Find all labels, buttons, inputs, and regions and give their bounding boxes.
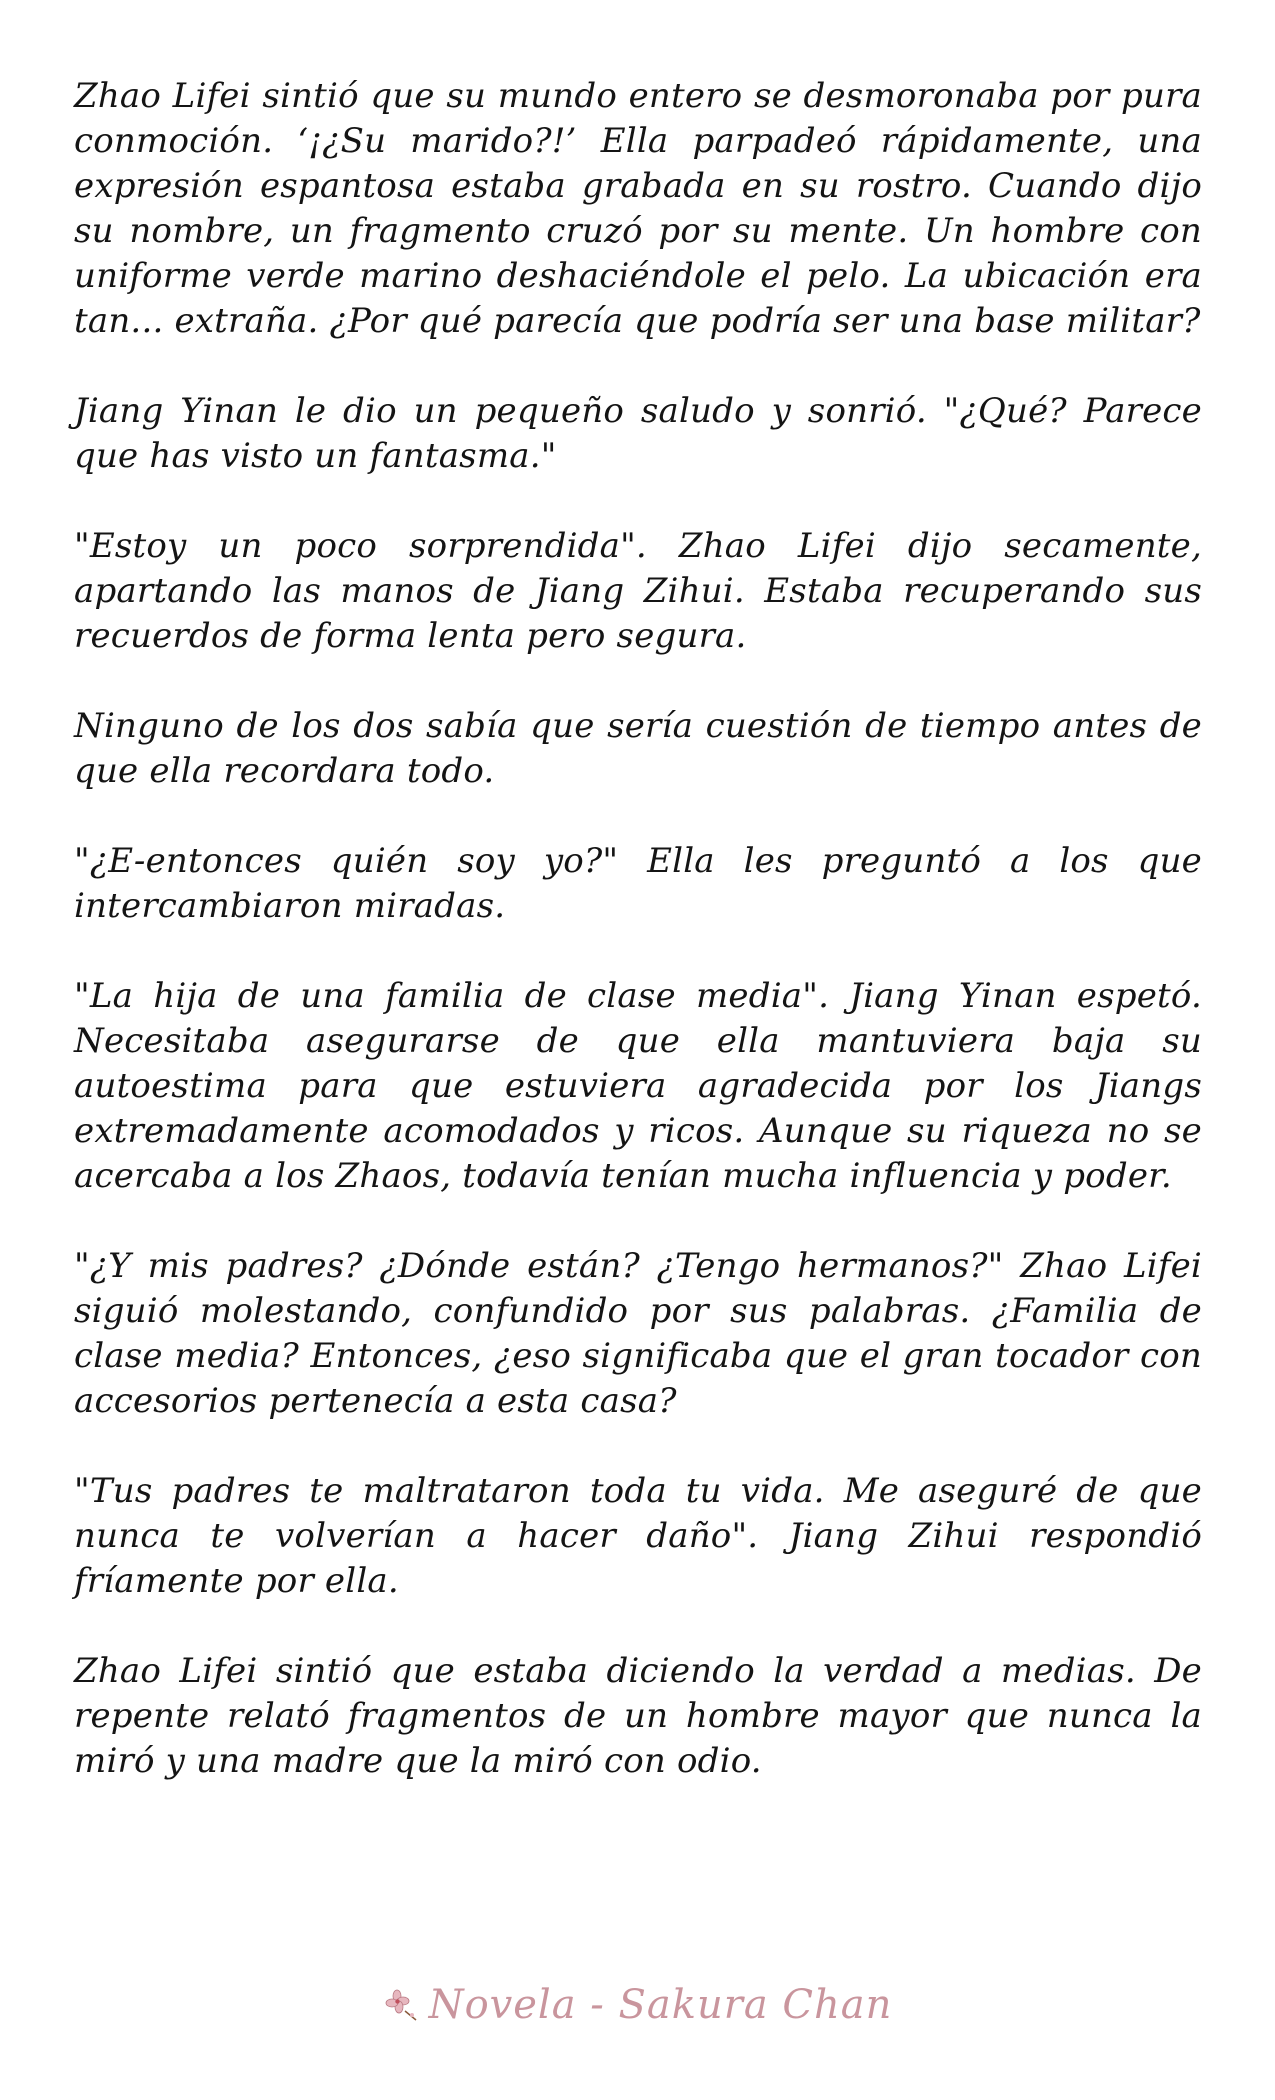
- document-body: [74, 74, 1202, 1829]
- paragraph: "Estoy un poco sorprendida". Zhao Lifei dijo secamente, apartando las manos de Jiang Zihui. Estaba recuperando sus recuerdos de forma lenta pero segura.: [74, 526, 1202, 656]
- sakura-flower-icon: [383, 1987, 419, 2023]
- paragraph: "¿E-entonces quién soy yo?" Ella les preguntó a los que intercambiaron miradas.: [74, 841, 1202, 926]
- paragraph: Zhao Lifei sintió que su mundo entero se desmoronaba por pura conmoción. ‘¡¿Su marido?!’ Ella parpadeó rápidamente, una expresión espantosa estaba grabada en su rostro. Cuando dijo su nombre, un fragmento cruzó por su mente. Un hombre con uniforme verde marino deshaciéndole el pelo. La ubicación era tan... extraña. ¿Por qué parecía que podría ser una base militar?: [74, 76, 1202, 341]
- paragraph: Zhao Lifei sintió que estaba diciendo la verdad a medias. De repente relató fragmentos de un hombre mayor que nunca la miró y una madre que la miró con odio.: [74, 1651, 1202, 1781]
- paragraph: "La hija de una familia de clase media". Jiang Yinan espetó. Necesitaba asegurarse de que ella mantuviera baja su autoestima para que estuviera agradecida por los Jiangs extremadamente acomodados y ricos. Aunque su riqueza no se acercaba a los Zhaos, todavía tenían mucha influencia y poder.: [74, 976, 1202, 1196]
- watermark-text: Novela - Sakura Chan: [428, 1982, 893, 2028]
- paragraph: "Tus padres te maltrataron toda tu vida. Me aseguré de que nunca te volverían a hacer daño". Jiang Zihui respondió fríamente por ella.: [74, 1471, 1202, 1601]
- paragraph: Ninguno de los dos sabía que sería cuestión de tiempo antes de que ella recordara todo.: [74, 706, 1202, 791]
- paragraph: "¿Y mis padres? ¿Dónde están? ¿Tengo hermanos?" Zhao Lifei siguió molestando, confundido por sus palabras. ¿Familia de clase media? Entonces, ¿eso significaba que el gran tocador con accesorios pertenecía a esta casa?: [74, 1246, 1202, 1421]
- watermark-footer: [0, 1982, 1275, 2042]
- paragraph: Jiang Yinan le dio un pequeño saludo y sonrió. "¿Qué? Parece que has visto un fantasma.": [74, 391, 1202, 476]
